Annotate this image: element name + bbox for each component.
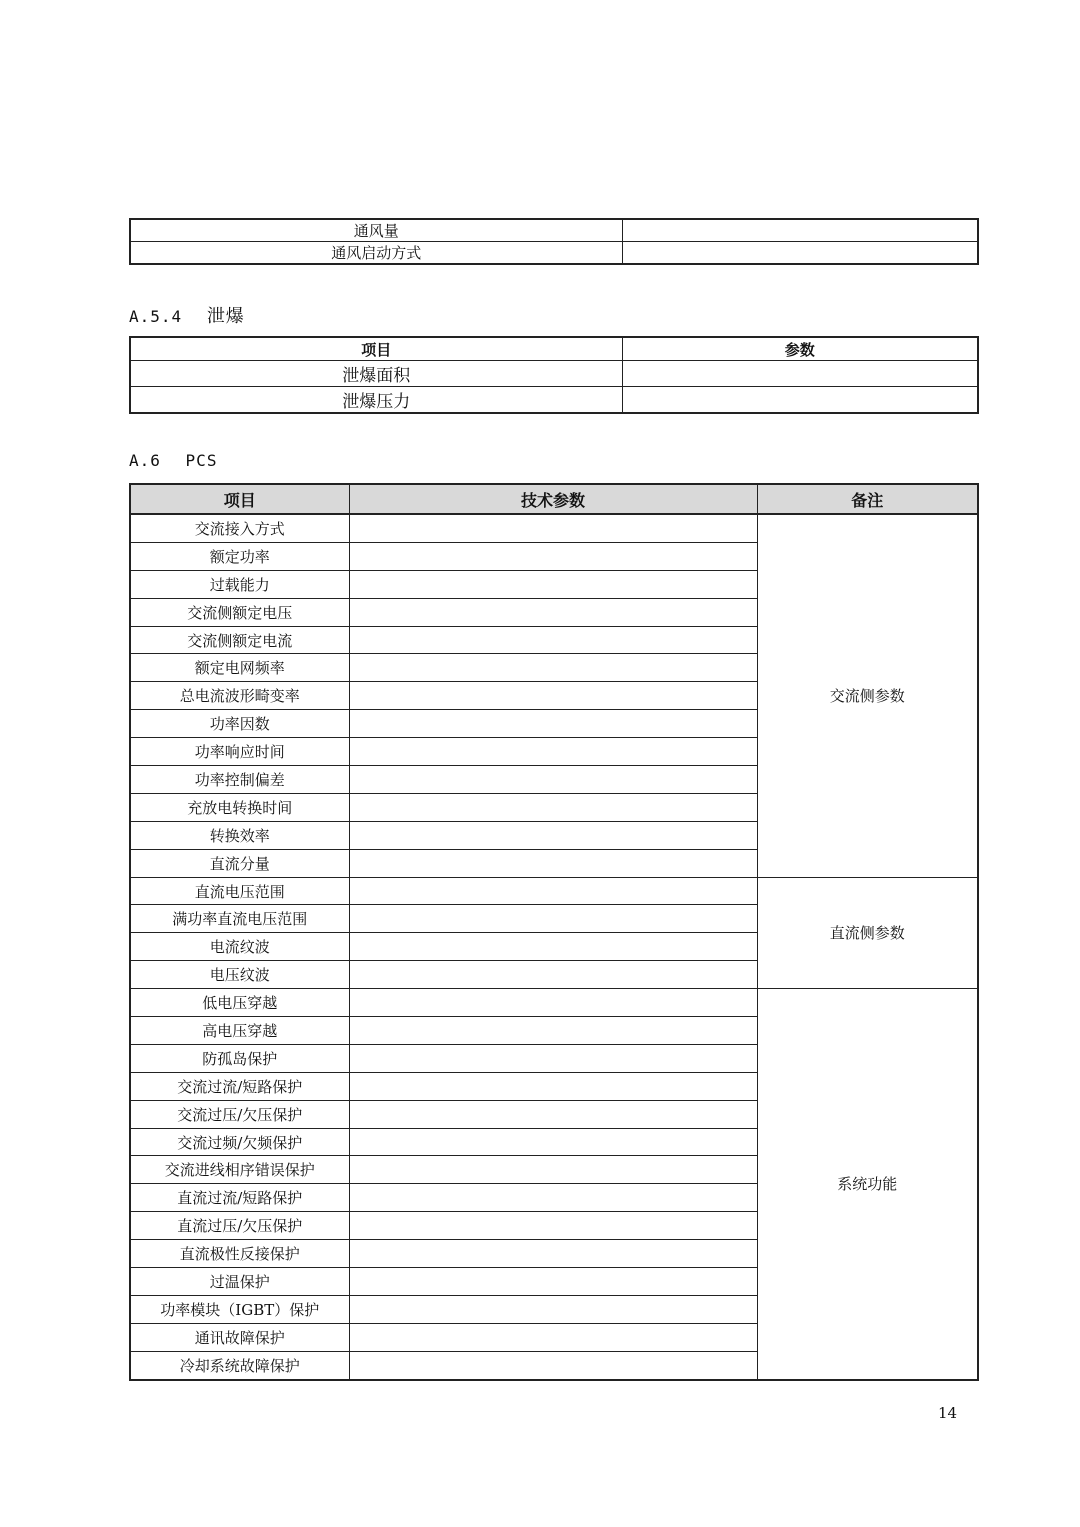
table-cell-value[interactable] — [349, 1184, 757, 1212]
table-cell-value[interactable] — [349, 1295, 757, 1323]
pcs-table-body — [130, 514, 978, 1380]
table-cell-value[interactable] — [349, 849, 757, 877]
table-cell-remark: 系统功能 — [757, 989, 978, 1380]
table-cell-item: 泄爆面积 — [130, 361, 622, 387]
table-cell-value[interactable] — [349, 905, 757, 933]
table-cell-value[interactable] — [349, 1240, 757, 1268]
table-cell-item: 交流过压/欠压保护 — [130, 1100, 349, 1128]
table-cell-item: 交流过流/短路保护 — [130, 1072, 349, 1100]
table-cell-value[interactable] — [349, 654, 757, 682]
table-cell-value[interactable] — [349, 570, 757, 598]
table-cell-item: 直流过压/欠压保护 — [130, 1212, 349, 1240]
table-cell-value[interactable] — [349, 1072, 757, 1100]
table-cell-item: 通讯故障保护 — [130, 1323, 349, 1351]
table-cell-value[interactable] — [622, 219, 978, 242]
table-row — [130, 242, 978, 265]
table-cell-value[interactable] — [349, 1156, 757, 1184]
table-cell-value[interactable] — [349, 1128, 757, 1156]
section-number: A.5.4 — [129, 307, 183, 326]
section-heading-a6 — [129, 451, 217, 470]
table-cell-value[interactable] — [349, 989, 757, 1017]
column-header-remark: 备注 — [757, 484, 978, 514]
table-cell-item: 冷却系统故障保护 — [130, 1351, 349, 1379]
table-cell-item: 过温保护 — [130, 1268, 349, 1296]
table-row — [130, 387, 978, 414]
table-cell-value[interactable] — [349, 1212, 757, 1240]
table-cell-item: 交流过频/欠频保护 — [130, 1128, 349, 1156]
table-cell-item: 过载能力 — [130, 570, 349, 598]
table-header-row — [130, 484, 978, 514]
table-cell-value[interactable] — [349, 1323, 757, 1351]
table-cell-value[interactable] — [349, 1351, 757, 1379]
section-number: A.6 — [129, 451, 161, 470]
table-cell-value[interactable] — [349, 514, 757, 542]
table-cell-value[interactable] — [349, 1044, 757, 1072]
table-cell-item: 功率因数 — [130, 710, 349, 738]
table-cell-item: 额定功率 — [130, 542, 349, 570]
column-header-tech-param: 技术参数 — [349, 484, 757, 514]
table-cell-value[interactable] — [349, 542, 757, 570]
table-cell-value[interactable] — [349, 1100, 757, 1128]
table-cell-value[interactable] — [349, 710, 757, 738]
table-cell-item: 高电压穿越 — [130, 1017, 349, 1045]
table-cell-item: 防孤岛保护 — [130, 1044, 349, 1072]
table-cell-value[interactable] — [622, 387, 978, 414]
table-cell-item: 充放电转换时间 — [130, 793, 349, 821]
explosion-vent-table — [129, 336, 979, 414]
table-cell-value[interactable] — [622, 361, 978, 387]
column-header-param: 参数 — [622, 337, 978, 361]
table-cell-remark: 交流侧参数 — [757, 514, 978, 877]
table-cell-item: 交流侧额定电压 — [130, 598, 349, 626]
section-heading-a54 — [129, 302, 245, 328]
column-header-item: 项目 — [130, 484, 349, 514]
page-number: 14 — [938, 1404, 958, 1422]
table-cell-item: 满功率直流电压范围 — [130, 905, 349, 933]
table-cell-item: 直流电压范围 — [130, 877, 349, 905]
column-header-item: 项目 — [130, 337, 622, 361]
table-cell-value[interactable] — [349, 738, 757, 766]
table-cell-value[interactable] — [349, 598, 757, 626]
table-cell-value[interactable] — [349, 626, 757, 654]
table-cell-value[interactable] — [349, 1017, 757, 1045]
table-header-row — [130, 337, 978, 361]
table-cell-item: 低电压穿越 — [130, 989, 349, 1017]
table-cell-value[interactable] — [349, 682, 757, 710]
table-cell-item: 功率模块（IGBT）保护 — [130, 1295, 349, 1323]
table-cell-value[interactable] — [622, 242, 978, 265]
table-cell-item: 总电流波形畸变率 — [130, 682, 349, 710]
table-cell-value[interactable] — [349, 766, 757, 794]
table-cell-item: 通风启动方式 — [130, 242, 622, 265]
table-cell-item: 泄爆压力 — [130, 387, 622, 414]
table-cell-value[interactable] — [349, 821, 757, 849]
table-cell-item: 功率响应时间 — [130, 738, 349, 766]
table-cell-item: 直流过流/短路保护 — [130, 1184, 349, 1212]
table-row — [130, 877, 978, 905]
table-cell-item: 通风量 — [130, 219, 622, 242]
table-cell-item: 交流侧额定电流 — [130, 626, 349, 654]
table-row — [130, 514, 978, 542]
table-cell-item: 电压纹波 — [130, 961, 349, 989]
table-cell-value[interactable] — [349, 961, 757, 989]
table-row — [130, 361, 978, 387]
table-cell-value[interactable] — [349, 933, 757, 961]
table-cell-item: 电流纹波 — [130, 933, 349, 961]
table-cell-item: 直流极性反接保护 — [130, 1240, 349, 1268]
table-cell-remark: 直流侧参数 — [757, 877, 978, 989]
ventilation-table — [129, 218, 979, 265]
section-title: PCS — [185, 451, 218, 470]
table-cell-item: 直流分量 — [130, 849, 349, 877]
table-cell-value[interactable] — [349, 1268, 757, 1296]
section-title: 泄爆 — [206, 306, 245, 327]
table-cell-item: 转换效率 — [130, 821, 349, 849]
table-cell-value[interactable] — [349, 793, 757, 821]
table-cell-item: 功率控制偏差 — [130, 766, 349, 794]
table-row — [130, 989, 978, 1017]
table-cell-value[interactable] — [349, 877, 757, 905]
table-cell-item: 交流进线相序错误保护 — [130, 1156, 349, 1184]
table-cell-item: 交流接入方式 — [130, 514, 349, 542]
table-cell-item: 额定电网频率 — [130, 654, 349, 682]
table-row — [130, 219, 978, 242]
pcs-table — [129, 483, 979, 1381]
